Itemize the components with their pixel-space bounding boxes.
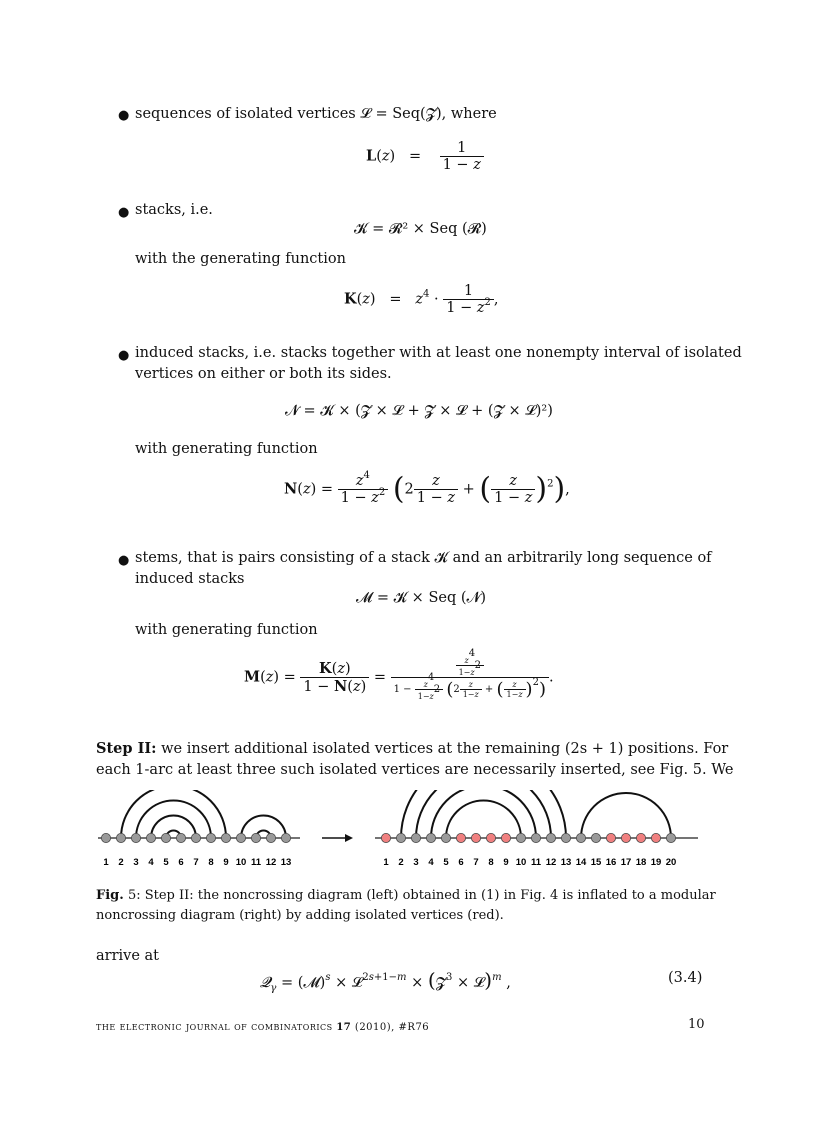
vertex-label: 2 bbox=[118, 857, 124, 868]
vertex-label: 3 bbox=[413, 857, 419, 868]
bullet-marker: ● bbox=[118, 205, 130, 220]
vertex bbox=[426, 833, 435, 842]
caption-label: Fig. bbox=[96, 888, 124, 903]
arc bbox=[241, 816, 286, 839]
vertex bbox=[561, 833, 570, 842]
vertex bbox=[266, 833, 275, 842]
vertex-label: 11 bbox=[530, 857, 542, 868]
vertex bbox=[116, 833, 125, 842]
arrive-text: arrive at bbox=[96, 948, 159, 964]
eq-K: $K(z) = z^4$ · $\frac{1}{1 - z^2}$ , bbox=[344, 283, 499, 316]
isolated-vertex-red bbox=[636, 833, 645, 842]
induced-gf-intro: with generating function bbox=[135, 441, 318, 457]
step2-label: Step II: bbox=[96, 740, 157, 757]
vertex-label: 2 bbox=[398, 857, 404, 868]
vertex bbox=[666, 833, 675, 842]
vertex-label: 7 bbox=[193, 857, 199, 868]
vertex-label: 9 bbox=[223, 857, 229, 868]
vertex-label: 20 bbox=[665, 857, 677, 868]
eq-L: L(z) = $\frac{1}{1 - z}$ bbox=[366, 140, 484, 173]
stems-line2: induced stacks bbox=[135, 571, 245, 587]
vertex-label: 10 bbox=[235, 857, 247, 868]
vertex bbox=[206, 833, 215, 842]
bullet-marker: ● bbox=[118, 553, 130, 568]
stems-gf-intro: with generating function bbox=[135, 622, 318, 638]
journal-name: the electronic journal of combinatorics bbox=[96, 1020, 333, 1033]
vertex-label: 8 bbox=[488, 857, 494, 868]
step2-text1: we insert additional isolated vertices at the remaining (2s + 1) positions. For bbox=[161, 741, 729, 757]
stems-line1: stems, that is pairs consisting of a stack 𝓚 and an arbitrarily long sequence of bbox=[135, 550, 712, 566]
vertex-label: 11 bbox=[250, 857, 262, 868]
vertex-label: 6 bbox=[458, 857, 464, 868]
isolated-vertex-red bbox=[501, 833, 510, 842]
page-number: 10 bbox=[688, 1017, 705, 1032]
vertex bbox=[221, 833, 230, 842]
vertex-label: 12 bbox=[265, 857, 277, 868]
arrow-icon bbox=[322, 834, 353, 842]
vertex bbox=[591, 833, 600, 842]
vertex-label: 3 bbox=[133, 857, 139, 868]
stacks-def: 𝓚 = 𝓡² × Seq (𝓡) bbox=[354, 221, 487, 237]
eq-M: M(z) = $\frac{K(z)}{1 - N(z)}$ = $\frac{z^4}{1-z^2}$ 1 − $\frac{z^4}{1-z^2}$ (2 $\frac{z}{1-z}$ + ( $\frac{z}{1-z}$ )$^2$) . bbox=[244, 648, 554, 701]
stems-def: 𝓜 = 𝓚 × Seq (𝓝) bbox=[356, 590, 487, 606]
vertex bbox=[516, 833, 525, 842]
figure-5 bbox=[90, 790, 710, 875]
vertex bbox=[531, 833, 540, 842]
vertex-label: 13 bbox=[280, 857, 292, 868]
arc bbox=[151, 816, 196, 839]
seq-intro: sequences of isolated vertices bbox=[135, 106, 356, 122]
isolated-vertex-red bbox=[651, 833, 660, 842]
vertex-label: 15 bbox=[590, 857, 602, 868]
isolated-vertex-red bbox=[381, 833, 390, 842]
vertex-label: 13 bbox=[560, 857, 572, 868]
arc bbox=[136, 801, 211, 839]
vertex-label: 5 bbox=[163, 857, 169, 868]
vertex-label: 14 bbox=[575, 857, 587, 868]
isolated-vertex-red bbox=[606, 833, 615, 842]
vertex-label: 12 bbox=[545, 857, 557, 868]
vertex-label: 10 bbox=[515, 857, 527, 868]
vertex-label: 19 bbox=[650, 857, 662, 868]
vertex bbox=[396, 833, 405, 842]
vertex bbox=[191, 833, 200, 842]
journal-ref: (2010), #R76 bbox=[354, 1022, 430, 1033]
vertex bbox=[101, 833, 110, 842]
figure-caption-line2: noncrossing diagram (right) by adding isolated vertices (red). bbox=[96, 908, 504, 923]
isolated-vertex-red bbox=[456, 833, 465, 842]
arc bbox=[401, 790, 566, 838]
vertex-label: 18 bbox=[635, 857, 647, 868]
vertex-label: 8 bbox=[208, 857, 214, 868]
induced-line1: induced stacks, i.e. stacks together with at least one nonempty interval of isolated bbox=[135, 345, 742, 361]
vertex-label: 5 bbox=[443, 857, 449, 868]
caption-num: 5 bbox=[127, 888, 137, 903]
vertex bbox=[236, 833, 245, 842]
vertex-label: 4 bbox=[428, 857, 434, 868]
vertex bbox=[281, 833, 290, 842]
vertex-label: 4 bbox=[148, 857, 154, 868]
stacks-intro: stacks, i.e. bbox=[135, 202, 213, 218]
arc bbox=[581, 793, 671, 838]
vertex-label: 7 bbox=[473, 857, 479, 868]
vertex bbox=[251, 833, 260, 842]
stacks-gf-intro: with the generating function bbox=[135, 251, 346, 267]
isolated-vertex-red bbox=[621, 833, 630, 842]
vertex bbox=[131, 833, 140, 842]
journal-volume: 17 bbox=[336, 1022, 352, 1033]
vertex-label: 17 bbox=[620, 857, 632, 868]
bullet-marker: ● bbox=[118, 348, 130, 363]
seq-text bbox=[135, 106, 497, 122]
vertex-label: 1 bbox=[103, 857, 109, 868]
vertex bbox=[546, 833, 555, 842]
isolated-vertex-red bbox=[486, 833, 495, 842]
vertex-label: 16 bbox=[605, 857, 617, 868]
vertex bbox=[441, 833, 450, 842]
vertex bbox=[411, 833, 420, 842]
vertex bbox=[146, 833, 155, 842]
eq-number: (3.4) bbox=[668, 970, 703, 986]
vertex bbox=[576, 833, 585, 842]
eq-Q: 𝓠$_\gamma$ = (𝓜)$^s$ × 𝓛$^{2s+1-m}$ × (𝓩$^3$ × 𝓛)$^m$ , bbox=[260, 968, 511, 994]
isolated-vertex-red bbox=[471, 833, 480, 842]
left-diagram bbox=[98, 790, 300, 868]
arc bbox=[446, 801, 521, 839]
caption-text1: : Step II: the noncrossing diagram (left) obtained in (1) in Fig. 4 is inflated to a modular bbox=[136, 888, 716, 903]
step2-line1 bbox=[96, 740, 728, 757]
bullet-marker: ● bbox=[118, 108, 130, 123]
footer-journal-line bbox=[96, 1020, 429, 1033]
vertex-label: 9 bbox=[503, 857, 509, 868]
seq-def: 𝓛 = Seq(𝓩), where bbox=[360, 106, 497, 122]
figure-caption-line1 bbox=[96, 888, 716, 903]
induced-line2: vertices on either or both its sides. bbox=[135, 366, 392, 382]
right-diagram bbox=[375, 790, 698, 868]
induced-def: 𝓝 = 𝓚 × (𝓩 × 𝓛 + 𝓩 × 𝓛 + (𝓩 × 𝓛)²) bbox=[285, 403, 553, 419]
step2-line2: each 1-arc at least three such isolated vertices are necessarily inserted, see Fig. 5. We bbox=[96, 762, 734, 778]
vertex bbox=[176, 833, 185, 842]
vertex-label: 1 bbox=[383, 857, 389, 868]
eq-N: N(z) = $\frac{z^4}{1 - z^2}$ (2 $\frac{z}{1 - z}$ + ( $\frac{z}{1 - z}$ )$^2$), bbox=[284, 470, 570, 507]
vertex-label: 6 bbox=[178, 857, 184, 868]
vertex bbox=[161, 833, 170, 842]
